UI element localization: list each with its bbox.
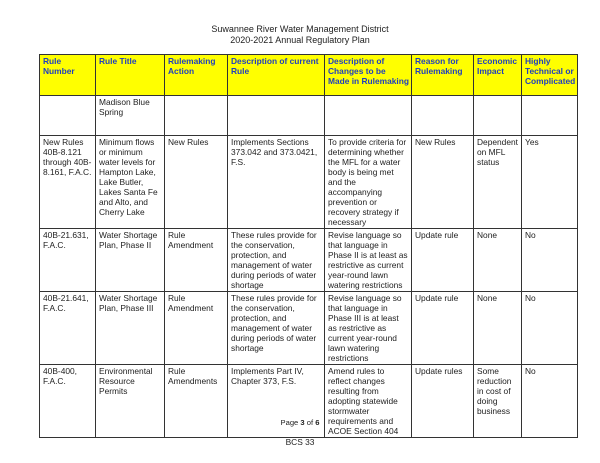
table-cell: Some reduction in cost of doing business xyxy=(474,365,522,438)
table-cell: None xyxy=(474,292,522,365)
table-cell: Rule Amendment xyxy=(165,229,228,292)
table-cell: Rule Amendments xyxy=(165,365,228,438)
district-name: Suwannee River Water Management District xyxy=(211,24,389,34)
table-cell: To provide criteria for determining whether the MFL for a water body is being met and the accompanying prevention or recovery strategy if necessary xyxy=(325,136,412,229)
table-cell: These rules provide for the conservation, protection, and management of water during periods of water shortage xyxy=(228,292,325,365)
table-cell: Implements Sections 373.042 and 373.0421, F.S. xyxy=(228,136,325,229)
table-cell: Implements Part IV, Chapter 373, F.S. xyxy=(228,365,325,438)
table-cell: Update rules xyxy=(412,365,474,438)
table-cell: None xyxy=(474,229,522,292)
table-row xyxy=(40,136,578,229)
page-number: 3 xyxy=(300,418,305,427)
table-cell: No xyxy=(522,229,578,292)
table-cell xyxy=(228,96,325,136)
table-cell: No xyxy=(522,365,578,438)
plan-title: 2020-2021 Annual Regulatory Plan xyxy=(230,35,370,45)
column-header: Rule Title xyxy=(96,55,165,96)
table-cell: Environmental Resource Permits xyxy=(96,365,165,438)
column-header: Reason for Rulemaking xyxy=(412,55,474,96)
page-of-label: of xyxy=(306,418,314,427)
column-header: Description of current Rule xyxy=(228,55,325,96)
table-cell: Water Shortage Plan, Phase III xyxy=(96,292,165,365)
table-cell xyxy=(522,96,578,136)
column-header: Rulemaking Action xyxy=(165,55,228,96)
page-indicator xyxy=(0,418,600,427)
table-cell: New Rules xyxy=(165,136,228,229)
table-cell: Yes xyxy=(522,136,578,229)
table-cell xyxy=(40,96,96,136)
table-row xyxy=(40,292,578,365)
regulatory-plan-table xyxy=(39,54,578,438)
table-cell: 40B-400, F.A.C. xyxy=(40,365,96,438)
table-row xyxy=(40,96,578,136)
document-code: BCS 33 xyxy=(285,437,315,447)
document-header xyxy=(0,24,600,46)
table-header-row xyxy=(40,55,578,96)
table-cell: New Rules 40B-8.121 through 40B-8.161, F.A.C. xyxy=(40,136,96,229)
table-cell: Update rule xyxy=(412,229,474,292)
table-cell: Water Shortage Plan, Phase II xyxy=(96,229,165,292)
table-cell xyxy=(165,96,228,136)
column-header: Highly Technical or Complicated xyxy=(522,55,578,96)
table-cell: These rules provide for the conservation, protection, and management of water during periods of water shortage xyxy=(228,229,325,292)
table-cell xyxy=(325,96,412,136)
table-cell: 40B-21.641, F.A.C. xyxy=(40,292,96,365)
table-row xyxy=(40,229,578,292)
table-cell: Minimum flows or minimum water levels for Hampton Lake, Lake Butler, Lakes Santa Fe and Alto, and Cherry Lake xyxy=(96,136,165,229)
table-cell: 40B-21.631, F.A.C. xyxy=(40,229,96,292)
table-cell: Revise language so that language in Phase II is at least as restrictive as current year-round lawn watering restrictions xyxy=(325,229,412,292)
column-header: Description of Changes to be Made in Rulemaking xyxy=(325,55,412,96)
table-cell: Dependent on MFL status xyxy=(474,136,522,229)
table-cell: No xyxy=(522,292,578,365)
table-cell: Update rule xyxy=(412,292,474,365)
table-cell: Revise language so that language in Phase III is at least as restrictive as current year-round lawn watering restrictions xyxy=(325,292,412,365)
column-header: Economic Impact xyxy=(474,55,522,96)
table-cell xyxy=(412,96,474,136)
page-label: Page xyxy=(280,418,299,427)
table-cell: Rule Amendment xyxy=(165,292,228,365)
table-cell: New Rules xyxy=(412,136,474,229)
table-cell: Amend rules to reflect changes resulting from adopting statewide stormwater requirements and ACOE Section 404 xyxy=(325,365,412,438)
table-cell: Madison Blue Spring xyxy=(96,96,165,136)
table-cell xyxy=(474,96,522,136)
page-total: 6 xyxy=(315,418,320,427)
column-header: Rule Number xyxy=(40,55,96,96)
